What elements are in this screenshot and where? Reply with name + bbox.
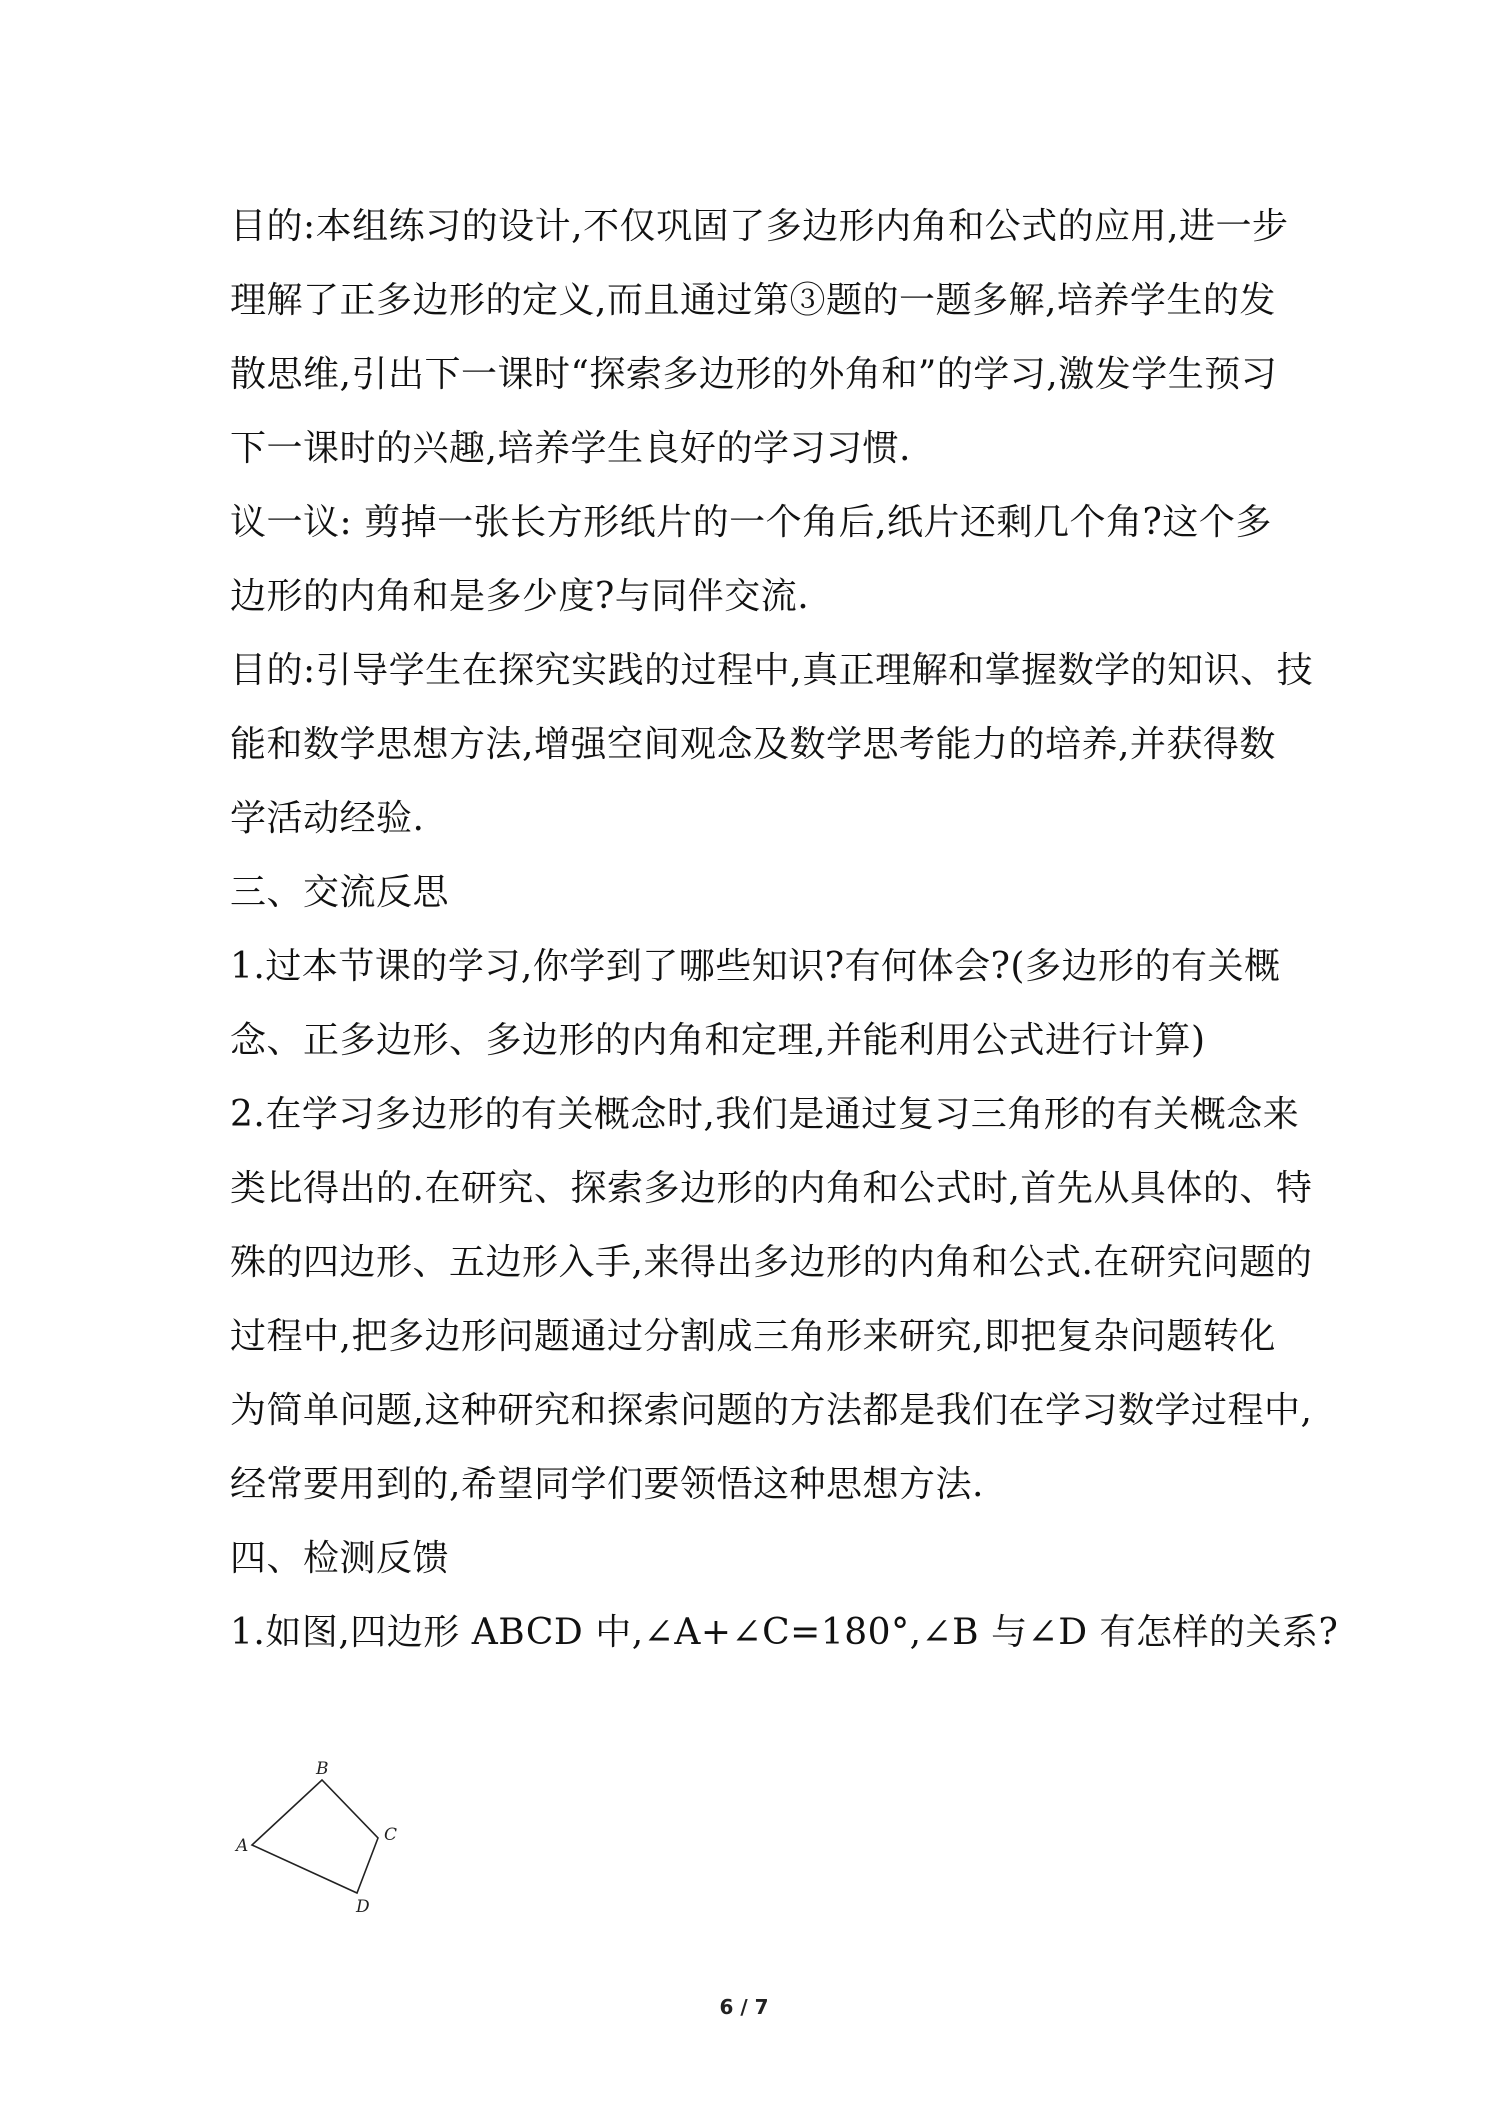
text-line: 过程中,把多边形问题通过分割成三角形来研究,即把复杂问题转化 <box>230 1316 1276 1357</box>
page-number: 6 / 7 <box>719 1995 769 2019</box>
text-line: 念、正多边形、多边形的内角和定理,并能利用公式进行计算) <box>230 1020 1206 1061</box>
text-line: 2.在学习多边形的有关概念时,我们是通过复习三角形的有关概念来 <box>230 1094 1300 1135</box>
text-line: 散思维,引出下一课时“探索多边形的外角和”的学习,激发学生预习 <box>230 354 1278 395</box>
text-line: 理解了正多边形的定义,而且通过第③题的一题多解,培养学生的发 <box>230 280 1276 321</box>
quadrilateral-figure <box>230 1755 430 1915</box>
text-line: 殊的四边形、五边形入手,来得出多边形的内角和公式.在研究问题的 <box>230 1242 1313 1283</box>
text-line: 为简单问题,这种研究和探索问题的方法都是我们在学习数学过程中, <box>230 1390 1313 1431</box>
text-line: 类比得出的.在研究、探索多边形的内角和公式时,首先从具体的、特 <box>230 1168 1313 1209</box>
text-line: 下一课时的兴趣,培养学生良好的学习习惯. <box>230 428 911 469</box>
vertex-label-c: C <box>384 1825 398 1845</box>
text-line: 经常要用到的,希望同学们要领悟这种思想方法. <box>230 1464 984 1505</box>
text-line: 目的:本组练习的设计,不仅巩固了多边形内角和公式的应用,进一步 <box>230 206 1289 247</box>
section-heading: 四、检测反馈 <box>230 1538 450 1579</box>
vertex-label-d: D <box>356 1897 370 1915</box>
quadrilateral-diagram <box>230 1755 430 1915</box>
text-line: 能和数学思想方法,增强空间观念及数学思考能力的培养,并获得数 <box>230 724 1276 765</box>
text-line: 边形的内角和是多少度?与同伴交流. <box>230 576 810 617</box>
vertex-label-a: A <box>236 1836 249 1856</box>
text-line: 议一议: 剪掉一张长方形纸片的一个角后,纸片还剩几个角?这个多 <box>230 502 1272 543</box>
body-text <box>230 190 1339 1670</box>
quadrilateral-abcd <box>252 1780 378 1893</box>
vertex-label-b: B <box>316 1759 329 1779</box>
text-line: 学活动经验. <box>230 798 425 839</box>
text-line: 1.过本节课的学习,你学到了哪些知识?有何体会?(多边形的有关概 <box>230 946 1281 987</box>
section-heading: 三、交流反思 <box>230 872 450 913</box>
question-text: 1.如图,四边形 ABCD 中,∠A+∠C=180°,∠B 与∠D 有怎样的关系? <box>230 1612 1339 1653</box>
text-line: 目的:引导学生在探究实践的过程中,真正理解和掌握数学的知识、技 <box>230 650 1314 691</box>
